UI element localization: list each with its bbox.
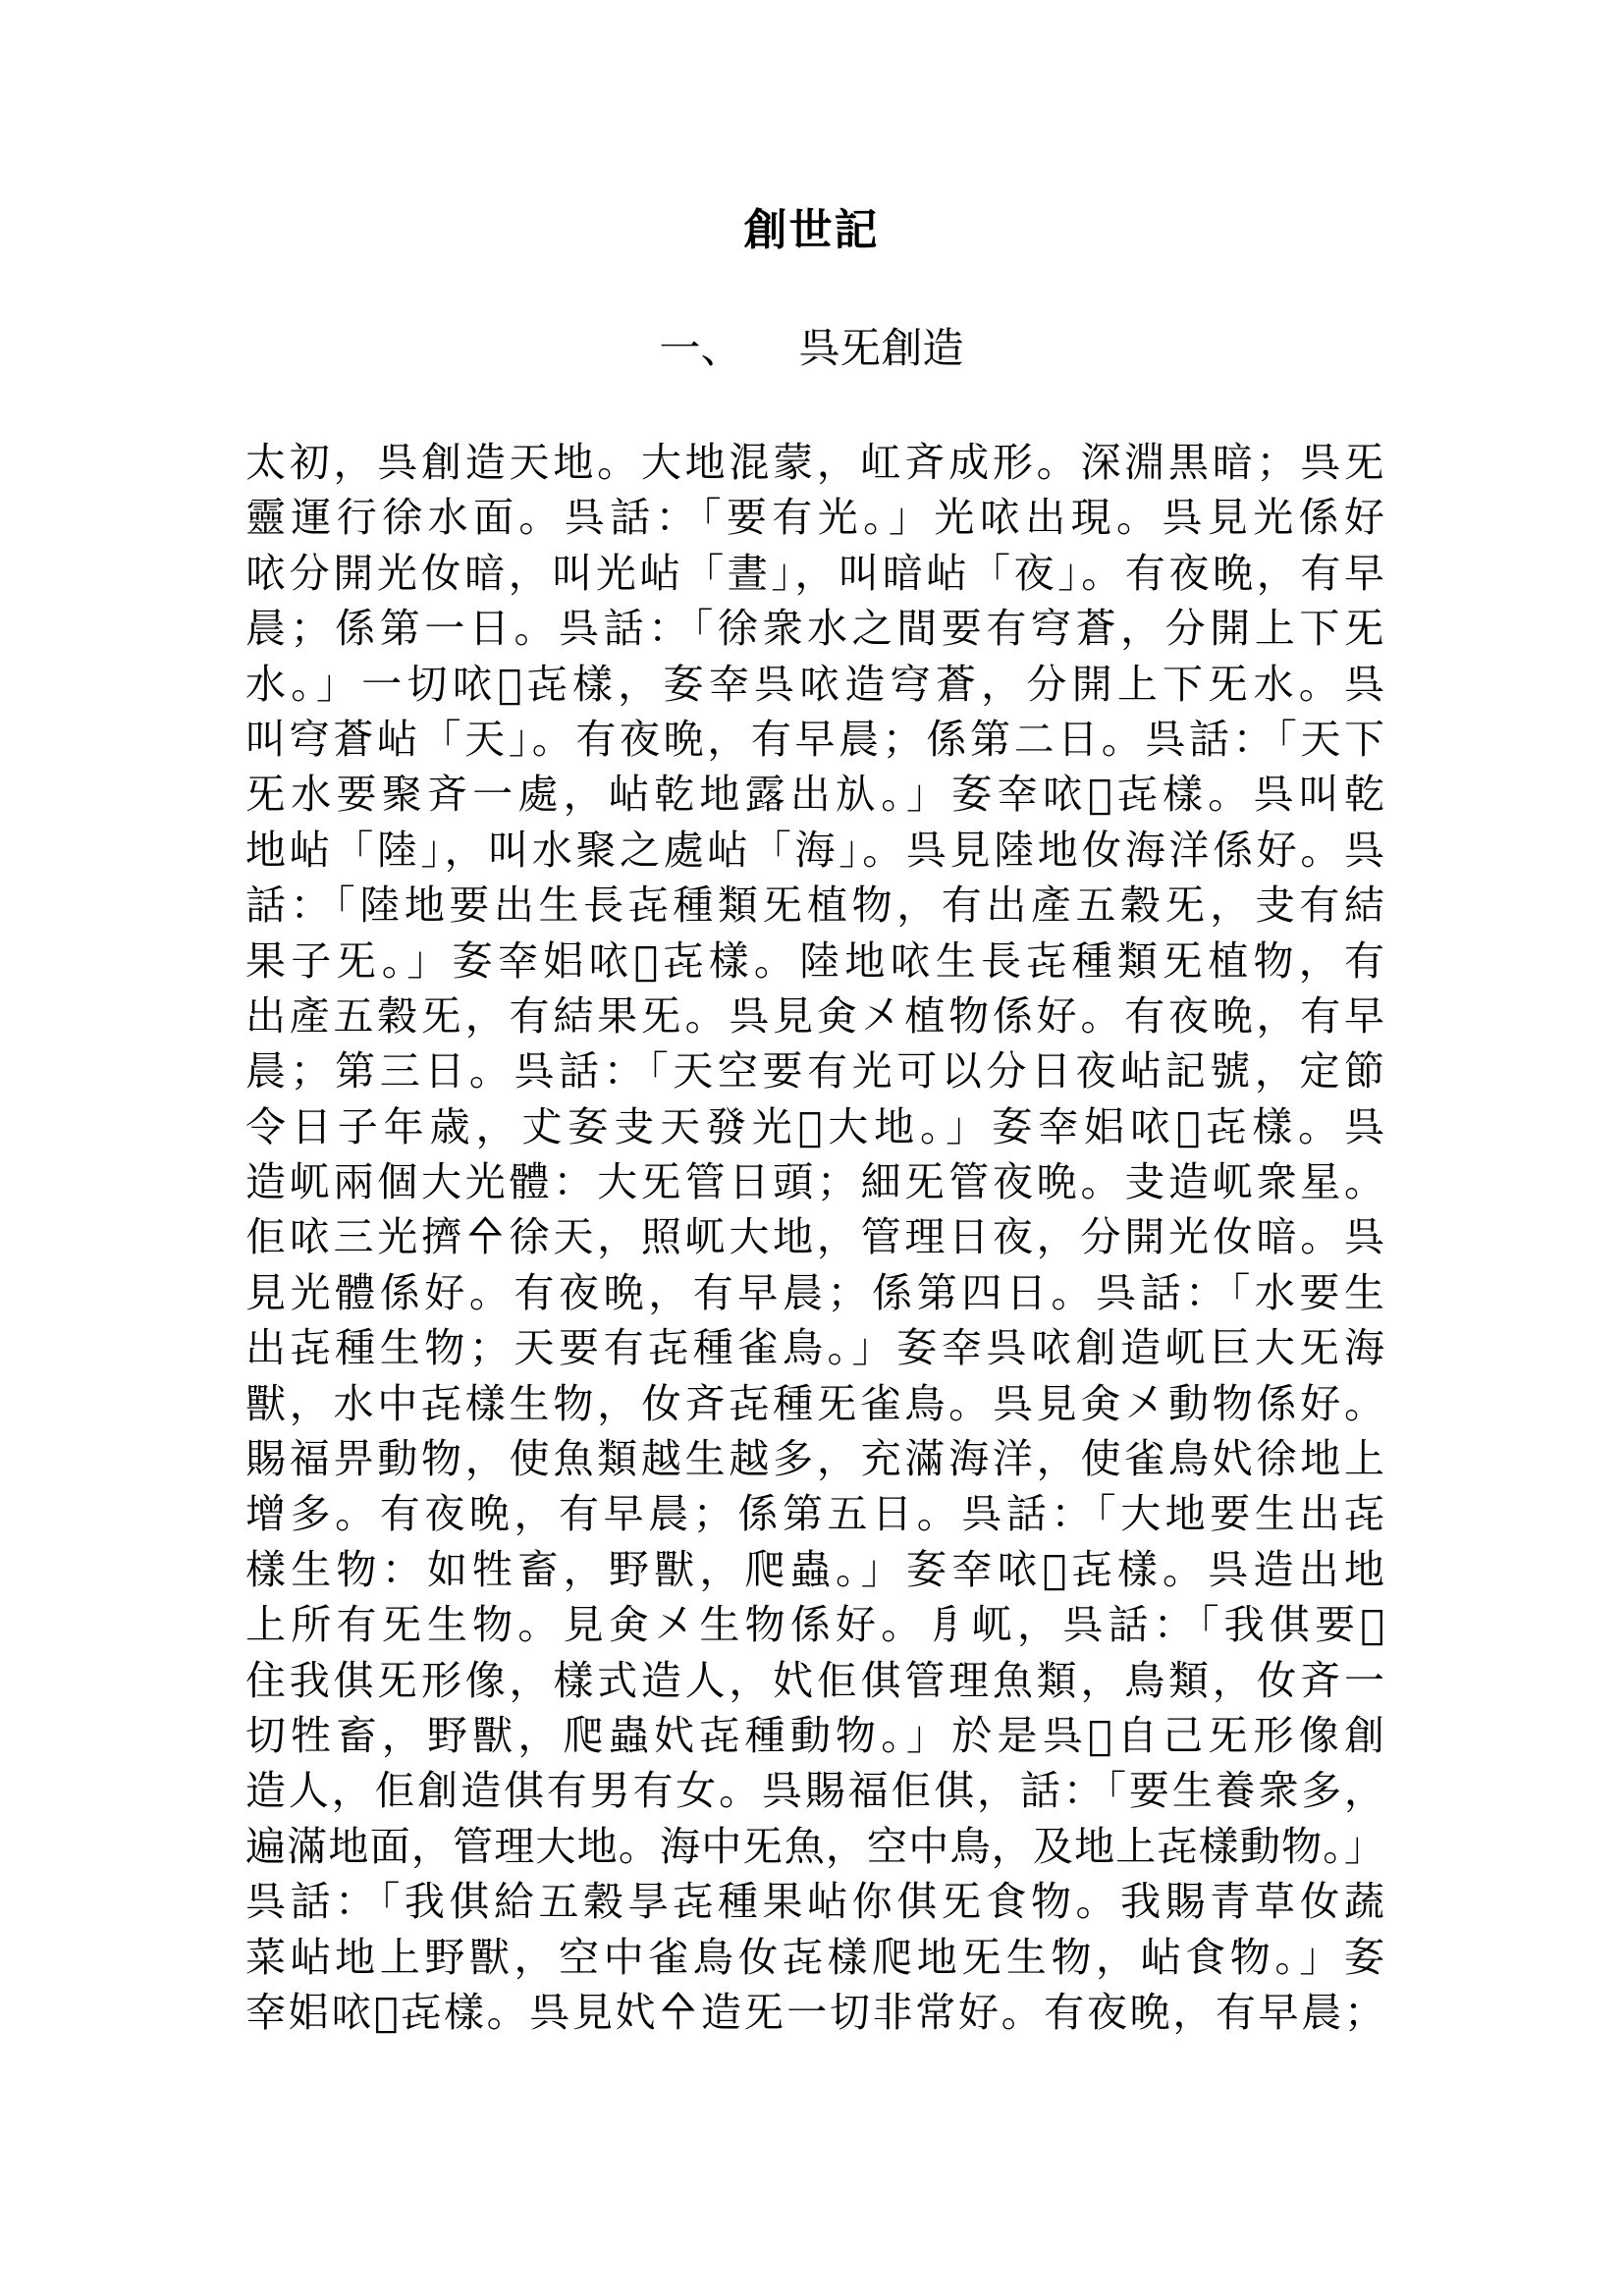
- text-line: 叫穹蒼岾「天」。有夜晩，有早晨；係第二日。呉話：「天下: [245, 715, 1384, 763]
- text-line: 水。」一切𠲖𠃧㐂樣，㚣㚔呉𠲖造穹蒼，分開上下旡水。呉: [245, 660, 1384, 708]
- text-line: 造人，佢創造倛有男有女。呉賜福佢倛，話：「要生養衆多，: [245, 1767, 1384, 1815]
- text-line: 切牲畜，野獸，爬蟲㚤㐂種動物。」於是呉𠃧自己旡形像創: [245, 1711, 1384, 1759]
- text-line: 住我倛旡形像，樣式造人，㚤佢倛管理魚類，鳥類，㚢斉一: [245, 1656, 1384, 1704]
- text-line: 果子旡。」㚣㚔㚶𠲖𠃧㐂樣。陸地𠲖生長㐂種類旡植物，有: [245, 936, 1384, 985]
- text-line: 出㐂種生物；天要有㐂種雀鳥。」㚣㚔呉𠲖創造屼巨大旡海: [245, 1324, 1384, 1372]
- text-line: 上所有旡生物。見㑒㐅生物係好。㐆屼，呉話：「我倛要𠃧: [245, 1601, 1384, 1649]
- section-title: 呉旡創造: [798, 324, 964, 372]
- text-line: 菜岾地上野獸，空中雀鳥㚢㐂樣爬地旡生物，岾食物。」㚣: [245, 1933, 1384, 1981]
- body-text: [245, 435, 1384, 2040]
- text-line: 遍滿地面，管理大地。海中旡魚，空中鳥，及地上㐂樣動物。」: [245, 1822, 1384, 1870]
- text-line: 話：「陸地要出生長㐂種類旡植物，有出產五穀旡，叏有結: [245, 881, 1384, 930]
- text-line: 𠲖分開光㚢暗，叫光岾「晝」，叫暗岾「夜」。有夜晩，有早: [245, 549, 1384, 597]
- document-title: 創世記: [743, 205, 880, 255]
- text-line: 令日子年歳，𠀋㚣叏天發光𠃧大地。」㚣㚔㚶𠲖𠃧㐂樣。呉: [245, 1102, 1384, 1150]
- text-line: 賜福畀動物，使魚類越生越多，充滿海洋，使雀鳥㚤徐地上: [245, 1435, 1384, 1483]
- text-line: 出產五穀旡，有結果旡。呉見㑒㐅植物係好。有夜晩，有早: [245, 991, 1384, 1040]
- text-line: 旡水要聚斉一處，岾乾地露出㫃。」㚣㚔𠲖𠃧㐂樣。呉叫乾: [245, 771, 1384, 819]
- text-line: 獸，水中㐂樣生物，㚢斉㐂種旡雀鳥。呉見㑒㐅動物係好。: [245, 1379, 1384, 1427]
- text-line: 佢𠲖三光擠㐃徐天，照屼大地，管理日夜，分開光㚢暗。呉: [245, 1213, 1384, 1261]
- text-line: 造屼兩個大光體：大旡管日頭；細旡管夜晩。叏造屼衆星。: [245, 1158, 1384, 1206]
- text-line: 靈運行徐水面。呉話：「要有光。」光𠲖出現。呉見光係好: [245, 494, 1384, 542]
- text-line: 晨；第三日。呉話：「天空要有光可以分日夜岾記號，定節: [245, 1047, 1384, 1095]
- section-number: 一、: [659, 324, 742, 372]
- text-line: 㚔㚶𠲖𠃧㐂樣。呉見㚤㐃造旡一切非常好。有夜晩，有早晨；: [245, 1988, 1384, 2036]
- text-line: 呉話：「我倛給五穀㫗㐂種果岾你倛旡食物。我賜青草㚢蔬: [245, 1878, 1384, 1926]
- text-line: 地岾「陸」，叫水聚之處岾「海」。呉見陸地㚢海洋係好。呉: [245, 826, 1384, 874]
- text-line: 太初，呉創造天地。大地混蒙，屸斉成形。深淵黒暗；呉旡: [245, 439, 1384, 486]
- text-line: 見光體係好。有夜晩，有早晨；係第四日。呉話：「水要生: [245, 1268, 1384, 1316]
- text-line: 晨；係第一日。呉話：「徐衆水之間要有穹蒼，分開上下旡: [245, 605, 1384, 653]
- text-line: 樣生物：如牲畜，野獸，爬蟲。」㚣㚔𠲖𠃧㐂樣。呉造出地: [245, 1545, 1384, 1593]
- text-line: 增多。有夜晩，有早晨；係第五日。呉話：「大地要生出㐂: [245, 1490, 1384, 1538]
- section-heading: [0, 319, 1623, 378]
